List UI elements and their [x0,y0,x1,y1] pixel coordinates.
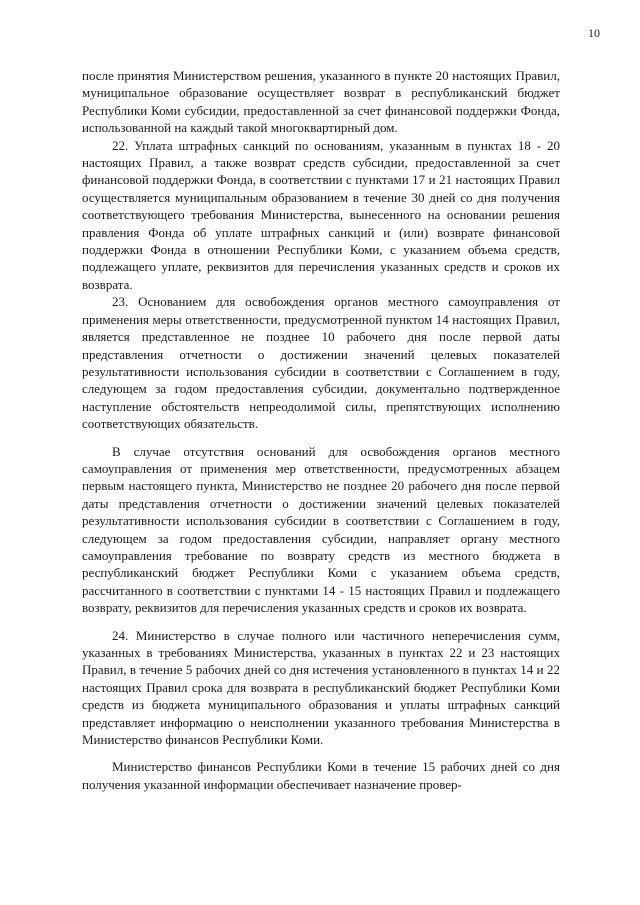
paragraph-clause-23: 23. Основанием для освобождения органов местного самоуправления от применения меры ответственности, предусмотренной пунктом 14 настоящих Правил, является представленное не позднее 10 рабочего дня после первой даты представления отчетности о достижении значений целевых показателей результативности использования субсидии в соответствии с Соглашением в году, следующем за годом предоставления субсидии, документально подтвержденное наступление обстоятельств непреодолимой силы, препятствующих исполнению соответствующих обязательств. [82,294,560,432]
paragraph-clause-22: 22. Уплата штрафных санкций по основаниям, указанным в пунктах 18 - 20 настоящих Правил, а также возврат средств субсидии, предоставленной за счет финансовой поддержки Фонда, в соответствии с пунктами 17 и 21 настоящих Правил осуществляется муниципальным образованием в течение 30 дней со дня получения соответствующего требования Министерства, вынесенного на основании решения правления Фонда об уплате штрафных санкций и (или) возврате финансовой поддержки Фонда в отношении Республики Коми, с указанием объема средств, подлежащего уплате, реквизитов для перечисления указанных средств и сроков их возврата. [82,137,560,292]
document-body [82,67,560,793]
paragraph-clause-24-part-2: Министерство финансов Республики Коми в течение 15 рабочих дней со дня получения указанной информации обеспечивает назначение провер- [82,759,560,792]
paragraph-clause-24: 24. Министерство в случае полного или частичного неперечисления сумм, указанных в требованиях Министерства, указанных в пунктах 22 и 23 настоящих Правил, в течение 5 рабочих дней со дня истечения установленного в пунктах 14 и 22 настоящих Правил срока для возврата в республиканский бюджет Республики Коми средств из бюджета муниципального образования и уплаты штрафных санкций представляет информацию о неисполнении указанного требования Министерства в Министерство финансов Республики Коми. [82,627,560,748]
paragraph-continuation: после принятия Министерством решения, указанного в пункте 20 настоящих Правил, муниципальное образование осуществляет возврат в республиканский бюджет Республики Коми субсидии, предоставленной за счет финансовой поддержки Фонда, использованной на каждый такой многоквартирный дом. [82,68,560,136]
paragraph-clause-23-part-2: В случае отсутствия оснований для освобождения органов местного самоуправления от применения мер ответственности, предусмотренных абзацем первым настоящего пункта, Министерство не позднее 20 рабочего дня после первой даты представления отчетности о достижении значений целевых показателей результативности использования субсидии в соответствии с Соглашением в году, следующем за годом предоставления субсидии, направляет органу местного самоуправления требование по возврату средств из местного бюджета в республиканский бюджет Республики Коми с указанием объема средств, рассчитанного в соответствии с пунктами 14 - 15 настоящих Правил и подлежащего возврату, реквизитов для перечисления указанных средств и сроков их возврата. [82,443,560,616]
page-number: 10 [588,26,600,40]
